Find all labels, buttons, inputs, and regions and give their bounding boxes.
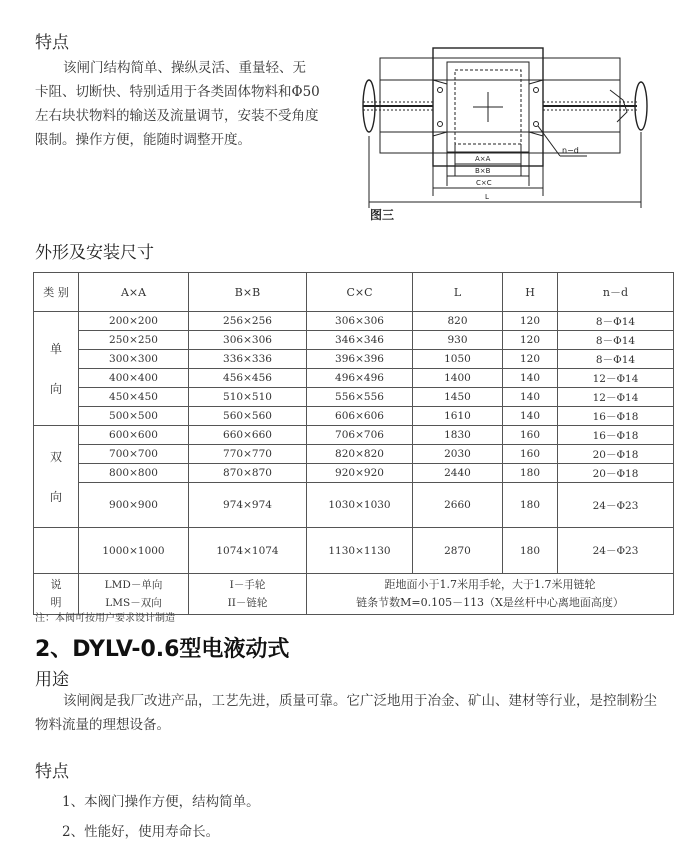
table-cell: 600×600	[79, 426, 189, 445]
table-footnote: 注：本阀可按用户要求设计制造	[35, 613, 175, 624]
table-cell: 396×396	[307, 350, 413, 369]
table-cell: 300×300	[79, 350, 189, 369]
table-cell: 1130×1130	[307, 528, 413, 574]
table-cell: 1450	[413, 388, 503, 407]
table-cell: 606×606	[307, 407, 413, 426]
cell-text-line: I－手轮	[229, 579, 266, 591]
section2-title: 2、DYLV-0.6型电液动式	[35, 637, 290, 662]
header-axa: A×A	[79, 273, 189, 312]
table-cell: 2870	[413, 528, 503, 574]
table-cell: 556×556	[307, 388, 413, 407]
table-row	[34, 483, 674, 528]
table-cell: 1610	[413, 407, 503, 426]
table-cell: 16－Φ18	[558, 426, 674, 445]
label-l: L	[485, 193, 489, 201]
table-cell: 306×306	[307, 312, 413, 331]
label-axa: A×A	[475, 155, 491, 163]
table-cell: 800×800	[79, 464, 189, 483]
paragraph-line: 左右块状物料的输送及流量调节，安装不受角度	[35, 108, 319, 124]
cell-text-line: 明	[50, 596, 62, 609]
usage-heading: 用途	[35, 670, 69, 690]
table-row	[34, 331, 674, 350]
header-l: L	[413, 273, 503, 312]
table-cell: 870×870	[189, 464, 307, 483]
table-cell: 250×250	[79, 331, 189, 350]
cell-text-line: 双	[49, 449, 62, 464]
valve-drawing-svg	[355, 40, 655, 225]
table-cell: 180	[503, 464, 558, 483]
features-paragraph	[35, 56, 355, 152]
paragraph-line: 卡阻、切断快、特别适用于各类固体物料和Φ50	[35, 84, 320, 100]
paragraph-line: 限制。操作方便，能随时调整开度。	[35, 132, 251, 148]
table-cell: 900×900	[79, 483, 189, 528]
dimensions-heading: 外形及安装尺寸	[35, 243, 154, 263]
header-category: 类 别	[34, 273, 79, 312]
table-cell: 24－Φ23	[558, 528, 674, 574]
paragraph-line: 物料流量的理想设备。	[35, 717, 170, 733]
features2-heading: 特点	[35, 762, 69, 782]
table-row	[34, 528, 674, 574]
paragraph-line: 该闸门结构简单、操纵灵活、重量轻、无	[63, 60, 306, 76]
usage-paragraph	[35, 689, 675, 737]
table-cell: 12－Φ14	[558, 369, 674, 388]
table-cell: 1830	[413, 426, 503, 445]
table-row	[34, 388, 674, 407]
table-cell: 256×256	[189, 312, 307, 331]
paragraph-line: 该闸阀是我厂改进产品，工艺先进，质量可靠。它广泛地用于冶金、矿山、建材等行业，是控制粉尘	[63, 693, 657, 709]
table-cell: 510×510	[189, 388, 307, 407]
label-nd: n−d	[562, 146, 579, 155]
table-cell: 200×200	[79, 312, 189, 331]
table-cell: 450×450	[79, 388, 189, 407]
table-cell: 820×820	[307, 445, 413, 464]
table-cell: 1000×1000	[79, 528, 189, 574]
table-cell: 1030×1030	[307, 483, 413, 528]
table-cell: 706×706	[307, 426, 413, 445]
header-nd: n－d	[558, 273, 674, 312]
table-cell: 2030	[413, 445, 503, 464]
table-cell: 974×974	[189, 483, 307, 528]
cell-text-line: 向	[49, 381, 62, 396]
table-cell: 16－Φ18	[558, 407, 674, 426]
cell-text-line: LMD－单向	[104, 579, 163, 591]
table-cell: 400×400	[79, 369, 189, 388]
table-cell: 120	[503, 312, 558, 331]
table-cell: 8－Φ14	[558, 331, 674, 350]
table-cell: 1050	[413, 350, 503, 369]
category-empty	[34, 528, 79, 574]
table-row	[34, 445, 674, 464]
table-cell: 2660	[413, 483, 503, 528]
cell-text-line: 链条节数M=0.105－113（X是丝杆中心离地面高度）	[356, 596, 624, 609]
table-cell: 120	[503, 350, 558, 369]
table-row	[34, 464, 674, 483]
table-cell: 1074×1074	[189, 528, 307, 574]
table-cell: 180	[503, 528, 558, 574]
note-drives	[189, 574, 307, 615]
header-cxc: C×C	[307, 273, 413, 312]
table-cell: 700×700	[79, 445, 189, 464]
table-cell: 920×920	[307, 464, 413, 483]
feature-item: 1、本阀门操作方便，结构简单。	[62, 794, 260, 810]
table-cell: 1400	[413, 369, 503, 388]
table-cell: 770×770	[189, 445, 307, 464]
table-cell: 160	[503, 445, 558, 464]
table-cell: 8－Φ14	[558, 312, 674, 331]
table-cell: 140	[503, 388, 558, 407]
table-cell: 820	[413, 312, 503, 331]
table-row	[34, 426, 674, 445]
table-cell: 346×346	[307, 331, 413, 350]
category-single	[34, 312, 79, 426]
table-cell: 930	[413, 331, 503, 350]
table-row	[34, 407, 674, 426]
table-cell: 180	[503, 483, 558, 528]
cell-text-line: LMS－双向	[105, 597, 162, 609]
table-cell: 24－Φ23	[558, 483, 674, 528]
cell-text-line: II－链轮	[227, 597, 268, 609]
table-cell: 140	[503, 369, 558, 388]
table-cell: 560×560	[189, 407, 307, 426]
header-bxb: B×B	[189, 273, 307, 312]
header-h: H	[503, 273, 558, 312]
figure-caption: 图三	[370, 208, 395, 222]
valve-drawing	[355, 40, 655, 225]
category-double	[34, 426, 79, 528]
table-cell: 140	[503, 407, 558, 426]
table-cell: 336×336	[189, 350, 307, 369]
table-cell: 306×306	[189, 331, 307, 350]
label-bxb: B×B	[475, 167, 491, 175]
cell-text-line: 单	[49, 341, 62, 356]
features-heading: 特点	[35, 33, 69, 53]
table-cell: 20－Φ18	[558, 464, 674, 483]
cell-text-line: 向	[49, 489, 62, 504]
table-cell: 500×500	[79, 407, 189, 426]
table-cell: 456×456	[189, 369, 307, 388]
table-cell: 160	[503, 426, 558, 445]
table-cell: 8－Φ14	[558, 350, 674, 369]
table-row	[34, 350, 674, 369]
cell-text-line: 说	[50, 578, 62, 591]
feature-item: 2、性能好，使用寿命长。	[62, 824, 220, 840]
dimensions-table	[33, 272, 674, 615]
table-row	[34, 369, 674, 388]
table-cell: 2440	[413, 464, 503, 483]
table-row	[34, 312, 674, 331]
table-cell: 20－Φ18	[558, 445, 674, 464]
label-cxc: C×C	[476, 179, 492, 187]
cell-text-line: 距地面小于1.7米用手轮，大于1.7米用链轮	[384, 578, 596, 591]
table-cell: 12－Φ14	[558, 388, 674, 407]
note-text	[307, 574, 674, 615]
table-header-row	[34, 273, 674, 312]
table-cell: 120	[503, 331, 558, 350]
table-cell: 496×496	[307, 369, 413, 388]
table-cell: 660×660	[189, 426, 307, 445]
